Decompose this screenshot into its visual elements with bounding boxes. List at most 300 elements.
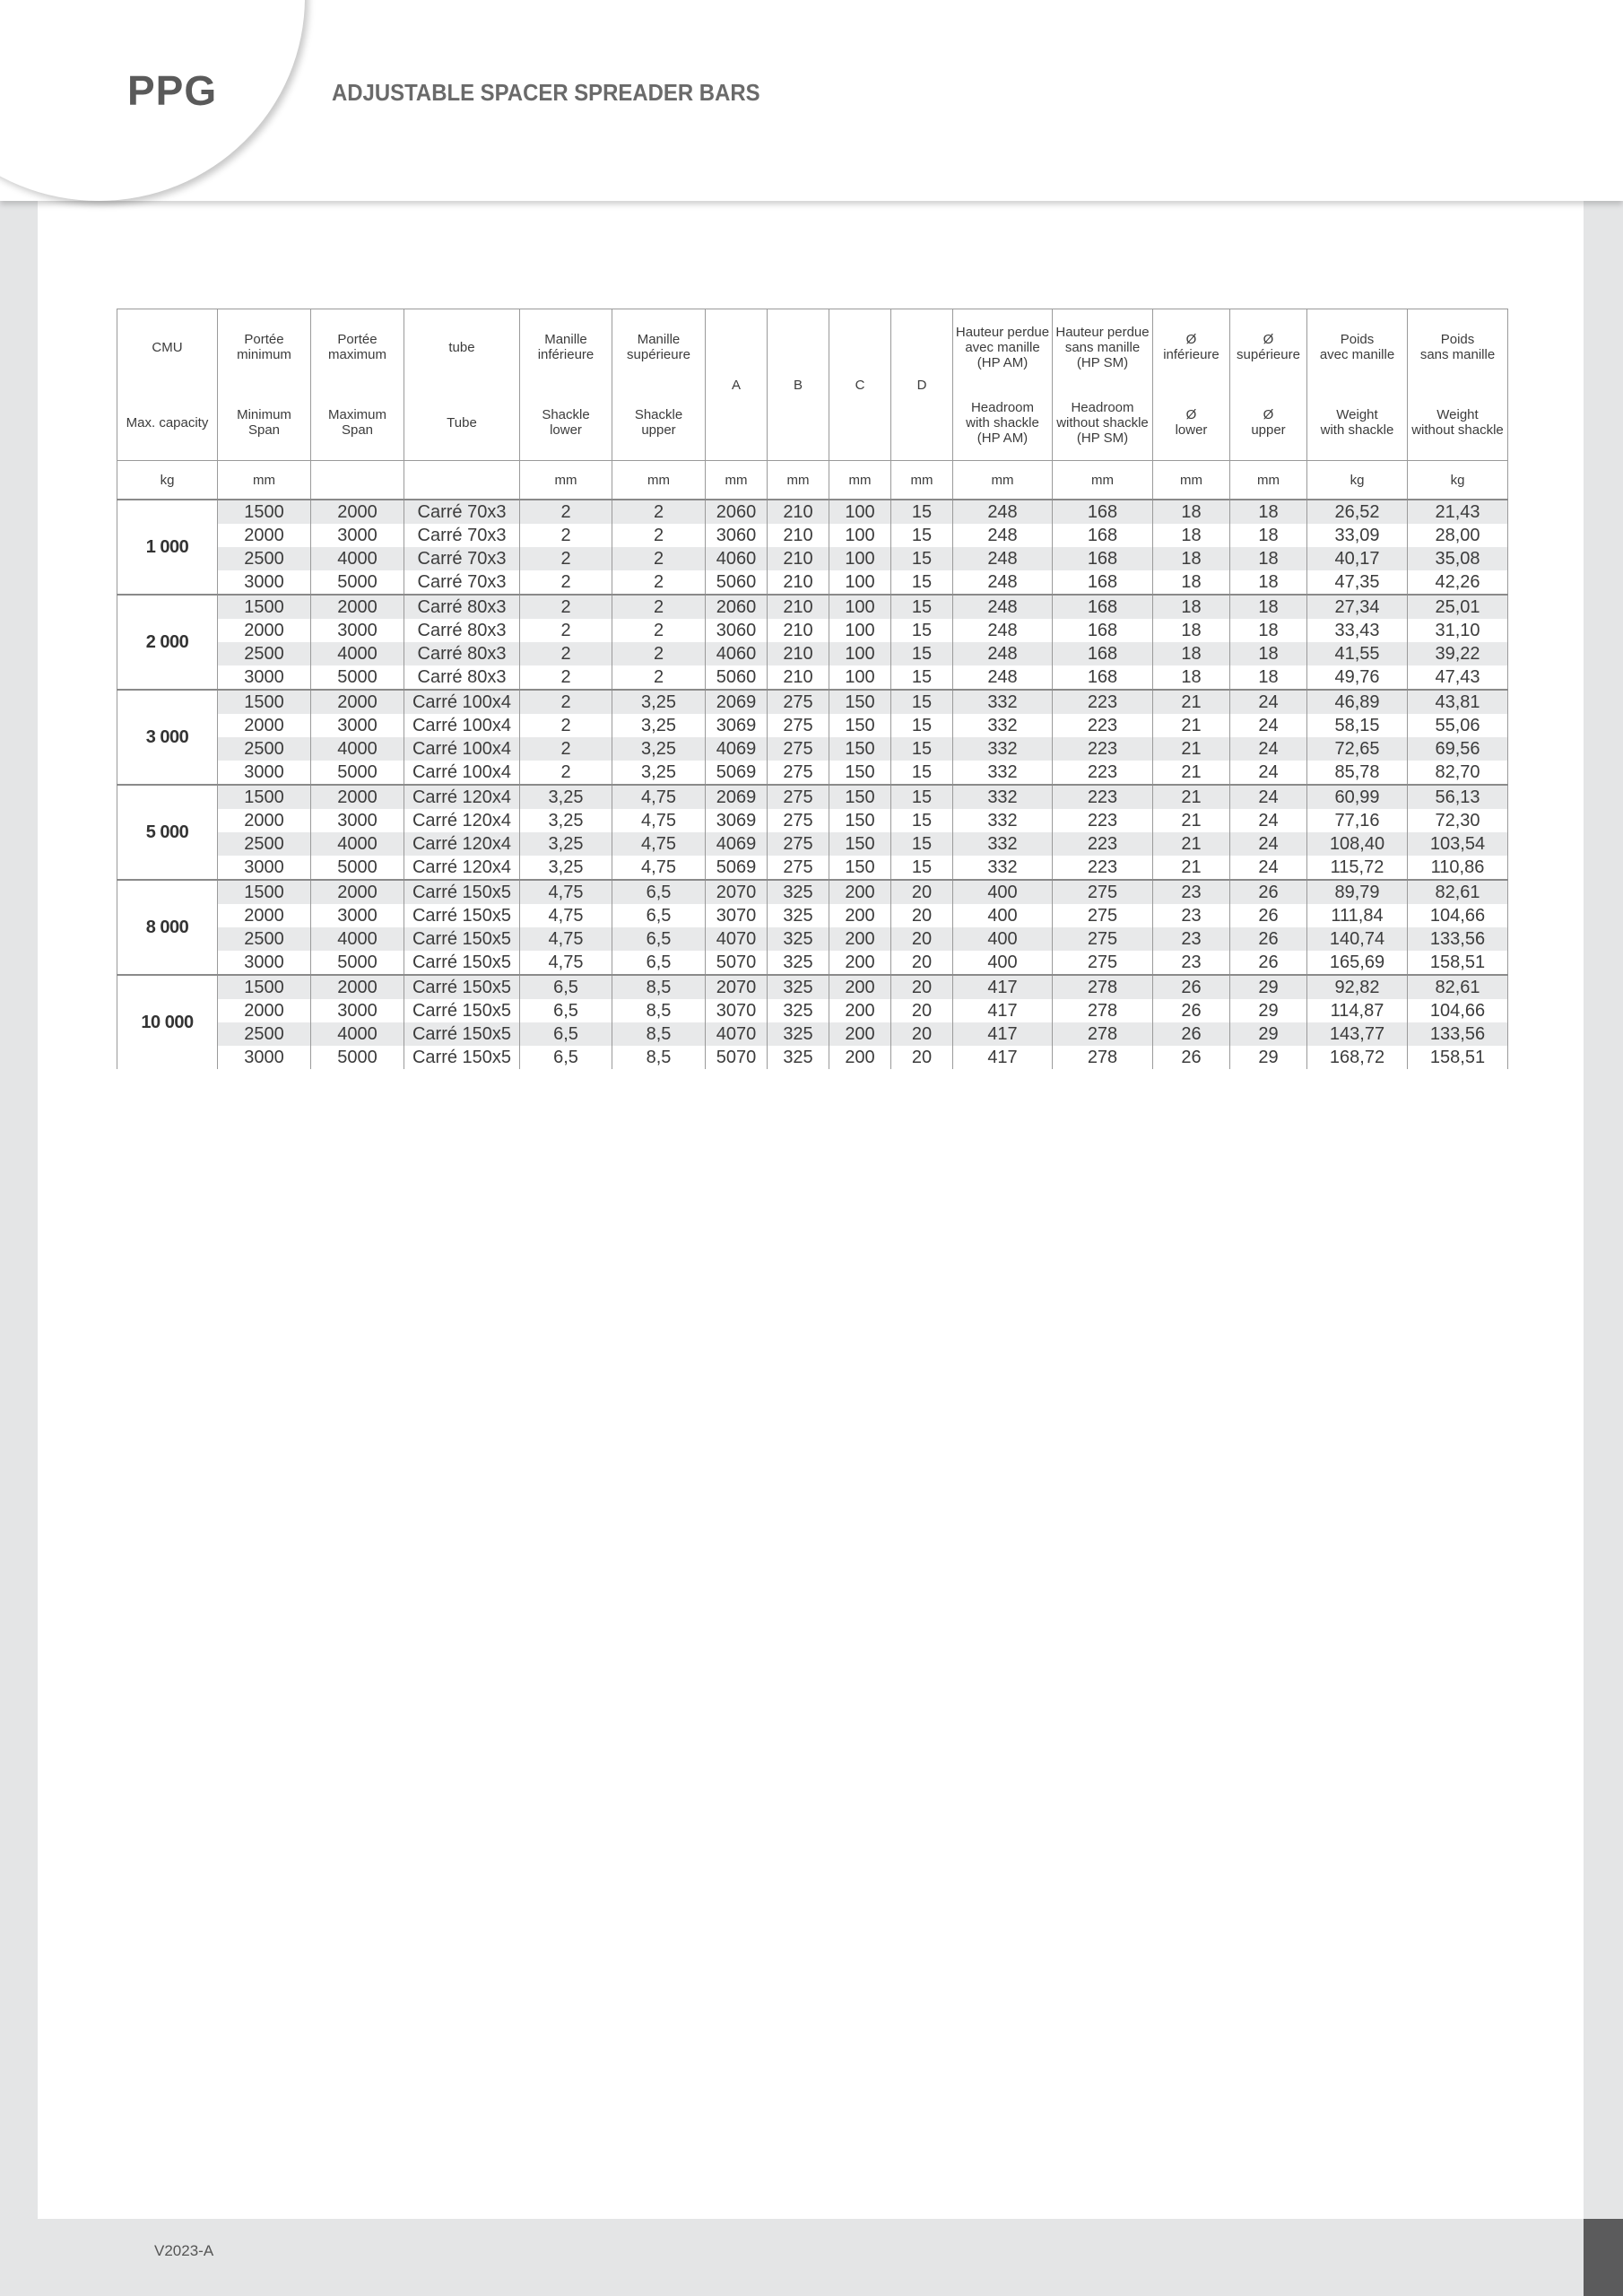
table-cell: 110,86 <box>1408 856 1508 880</box>
capacity-cell: 2 000 <box>117 595 218 690</box>
column-header <box>706 309 768 461</box>
table-cell: 29 <box>1230 999 1307 1022</box>
table-cell: 2 <box>520 690 612 714</box>
table-cell: 223 <box>1053 785 1153 809</box>
table-cell: 18 <box>1153 665 1230 690</box>
table-cell: Carré 100x4 <box>404 737 520 761</box>
table-cell: 100 <box>829 665 891 690</box>
column-header <box>612 309 706 461</box>
column-header <box>1307 309 1408 461</box>
table-cell: 3,25 <box>520 809 612 832</box>
table-cell: 278 <box>1053 999 1153 1022</box>
table-row <box>117 951 1508 975</box>
table-cell: 15 <box>891 500 953 524</box>
table-cell: 2000 <box>218 619 311 642</box>
table-cell: 332 <box>953 785 1053 809</box>
table-cell: 18 <box>1153 547 1230 570</box>
header-row <box>117 309 1508 461</box>
table-cell: 200 <box>829 975 891 999</box>
table-cell: 82,70 <box>1408 761 1508 785</box>
table-cell: 200 <box>829 999 891 1022</box>
side-accent-bar <box>1584 2219 1623 2296</box>
table-row <box>117 690 1508 714</box>
table-cell: 4069 <box>706 832 768 856</box>
table-cell: 42,26 <box>1408 570 1508 595</box>
table-cell: 150 <box>829 856 891 880</box>
table-cell: 18 <box>1230 500 1307 524</box>
table-cell: 278 <box>1053 1022 1153 1046</box>
table-cell: 20 <box>891 1022 953 1046</box>
table-cell: 104,66 <box>1408 999 1508 1022</box>
capacity-group <box>117 975 1508 1069</box>
table-cell: 2 <box>520 595 612 619</box>
table-row <box>117 856 1508 880</box>
table-cell: 21 <box>1153 785 1230 809</box>
capacity-cell: 1 000 <box>117 500 218 595</box>
table-cell: 18 <box>1230 570 1307 595</box>
table-cell: 31,10 <box>1408 619 1508 642</box>
table-cell: 89,79 <box>1307 880 1408 904</box>
capacity-group <box>117 500 1508 595</box>
table-cell: 18 <box>1153 570 1230 595</box>
table-cell: 29 <box>1230 1022 1307 1046</box>
column-header <box>520 309 612 461</box>
table-cell: 2 <box>612 547 706 570</box>
table-cell: 2 <box>520 665 612 690</box>
table-cell: 6,5 <box>520 1022 612 1046</box>
table-cell: Carré 70x3 <box>404 570 520 595</box>
table-cell: 5069 <box>706 856 768 880</box>
table-cell: 2500 <box>218 547 311 570</box>
table-cell: 158,51 <box>1408 1046 1508 1069</box>
table-cell: 18 <box>1230 595 1307 619</box>
column-header-fr: Manille supérieure <box>627 332 690 362</box>
table-cell: 248 <box>953 642 1053 665</box>
table-row <box>117 809 1508 832</box>
table-cell: 100 <box>829 619 891 642</box>
table-cell: 332 <box>953 809 1053 832</box>
table-cell: 2000 <box>311 785 404 809</box>
table-cell: Carré 80x3 <box>404 595 520 619</box>
table-row <box>117 500 1508 524</box>
table-cell: 150 <box>829 785 891 809</box>
table-cell: 6,5 <box>612 880 706 904</box>
table-cell: 5000 <box>311 1046 404 1069</box>
table-cell: 85,78 <box>1307 761 1408 785</box>
table-cell: 4,75 <box>520 904 612 927</box>
table-cell: 41,55 <box>1307 642 1408 665</box>
table-cell: 168 <box>1053 500 1153 524</box>
table-cell: 3,25 <box>612 714 706 737</box>
table-cell: 2 <box>612 500 706 524</box>
table-cell: 4000 <box>311 1022 404 1046</box>
table-row <box>117 642 1508 665</box>
table-cell: 2 <box>612 595 706 619</box>
table-cell: 29 <box>1230 1046 1307 1069</box>
table-cell: Carré 150x5 <box>404 975 520 999</box>
table-cell: 248 <box>953 570 1053 595</box>
table-cell: 29 <box>1230 975 1307 999</box>
table-row <box>117 665 1508 690</box>
table-cell: 223 <box>1053 809 1153 832</box>
table-cell: 43,81 <box>1408 690 1508 714</box>
table-cell: 275 <box>768 714 829 737</box>
table-cell: 24 <box>1230 714 1307 737</box>
table-cell: 143,77 <box>1307 1022 1408 1046</box>
table-cell: 3060 <box>706 619 768 642</box>
table-cell: 26 <box>1153 1046 1230 1069</box>
table-cell: 417 <box>953 999 1053 1022</box>
table-cell: Carré 80x3 <box>404 642 520 665</box>
table-cell: Carré 100x4 <box>404 690 520 714</box>
table-cell: 2060 <box>706 595 768 619</box>
table-cell: 200 <box>829 1022 891 1046</box>
table-cell: 158,51 <box>1408 951 1508 975</box>
table-cell: 210 <box>768 595 829 619</box>
table-cell: 21,43 <box>1408 500 1508 524</box>
table-cell: 20 <box>891 999 953 1022</box>
column-header-en: Shackle upper <box>634 407 683 438</box>
table-cell: Carré 70x3 <box>404 524 520 547</box>
table-cell: 3000 <box>311 904 404 927</box>
table-cell: 2500 <box>218 737 311 761</box>
table-cell: 100 <box>829 642 891 665</box>
table-cell: 4000 <box>311 737 404 761</box>
unit-cell: kg <box>1408 461 1508 500</box>
table-cell: 23 <box>1153 904 1230 927</box>
column-header-en: Headroom with shackle (HP AM) <box>966 399 1039 446</box>
table-cell: 21 <box>1153 809 1230 832</box>
table-cell: 3000 <box>218 951 311 975</box>
table-cell: 400 <box>953 951 1053 975</box>
column-header <box>1053 309 1153 461</box>
table-cell: Carré 150x5 <box>404 951 520 975</box>
column-header <box>117 309 218 461</box>
table-cell: 210 <box>768 547 829 570</box>
table-cell: 133,56 <box>1408 927 1508 951</box>
table-cell: 332 <box>953 737 1053 761</box>
table-cell: 2000 <box>218 809 311 832</box>
table-cell: 210 <box>768 570 829 595</box>
table-cell: 2070 <box>706 975 768 999</box>
table-cell: 5069 <box>706 761 768 785</box>
unit-cell: mm <box>953 461 1053 500</box>
table-row <box>117 1046 1508 1069</box>
table-cell: 18 <box>1230 642 1307 665</box>
table-cell: 248 <box>953 619 1053 642</box>
table-cell: 23 <box>1153 951 1230 975</box>
table-cell: 18 <box>1230 619 1307 642</box>
table-cell: 278 <box>1053 975 1153 999</box>
table-cell: 100 <box>829 595 891 619</box>
table-cell: 46,89 <box>1307 690 1408 714</box>
table-cell: 77,16 <box>1307 809 1408 832</box>
column-header <box>404 309 520 461</box>
table-cell: 4,75 <box>520 880 612 904</box>
table-row <box>117 904 1508 927</box>
table-cell: 5000 <box>311 570 404 595</box>
table-cell: 278 <box>1053 1046 1153 1069</box>
table-cell: 56,13 <box>1408 785 1508 809</box>
table-cell: 275 <box>768 761 829 785</box>
table-cell: 47,35 <box>1307 570 1408 595</box>
table-cell: 18 <box>1230 665 1307 690</box>
table-cell: 275 <box>1053 904 1153 927</box>
table-cell: 24 <box>1230 737 1307 761</box>
table-cell: 275 <box>768 737 829 761</box>
table-cell: 165,69 <box>1307 951 1408 975</box>
unit-cell: mm <box>1230 461 1307 500</box>
table-cell: 417 <box>953 975 1053 999</box>
table-cell: 3070 <box>706 999 768 1022</box>
table-row <box>117 880 1508 904</box>
column-header <box>311 309 404 461</box>
column-header <box>1153 309 1230 461</box>
table-cell: 2 <box>520 547 612 570</box>
table-cell: 18 <box>1153 500 1230 524</box>
table-row <box>117 737 1508 761</box>
table-cell: 2000 <box>311 595 404 619</box>
unit-cell: mm <box>829 461 891 500</box>
table-row <box>117 524 1508 547</box>
table-cell: 18 <box>1153 524 1230 547</box>
spec-table <box>117 309 1508 1069</box>
capacity-cell: 10 000 <box>117 975 218 1069</box>
table-cell: 2500 <box>218 1022 311 1046</box>
unit-cell: mm <box>218 461 311 500</box>
table-row <box>117 1022 1508 1046</box>
table-cell: Carré 120x4 <box>404 856 520 880</box>
table-cell: 2500 <box>218 832 311 856</box>
table-cell: 24 <box>1230 832 1307 856</box>
unit-cell: mm <box>891 461 953 500</box>
table-cell: 150 <box>829 690 891 714</box>
unit-cell <box>311 461 404 500</box>
table-cell: 332 <box>953 714 1053 737</box>
table-cell: 2000 <box>311 500 404 524</box>
table-cell: 325 <box>768 880 829 904</box>
table-cell: 69,56 <box>1408 737 1508 761</box>
table-cell: 3,25 <box>612 690 706 714</box>
table-cell: 150 <box>829 714 891 737</box>
table-cell: 223 <box>1053 737 1153 761</box>
table-cell: 332 <box>953 761 1053 785</box>
table-cell: 2070 <box>706 880 768 904</box>
table-cell: 115,72 <box>1307 856 1408 880</box>
table-cell: 15 <box>891 714 953 737</box>
table-cell: 400 <box>953 880 1053 904</box>
table-cell: 3000 <box>311 714 404 737</box>
table-cell: 210 <box>768 619 829 642</box>
table-cell: 6,5 <box>520 975 612 999</box>
table-cell: 24 <box>1230 785 1307 809</box>
table-cell: 21 <box>1153 856 1230 880</box>
column-header <box>829 309 891 461</box>
table-cell: 3000 <box>311 809 404 832</box>
table-cell: 40,17 <box>1307 547 1408 570</box>
table-cell: 2 <box>612 619 706 642</box>
capacity-cell: 5 000 <box>117 785 218 880</box>
table-cell: 8,5 <box>612 1046 706 1069</box>
table-cell: 210 <box>768 524 829 547</box>
table-cell: 4,75 <box>612 832 706 856</box>
column-header-fr: Hauteur perdue sans manille (HP SM) <box>1055 324 1150 370</box>
table-cell: 49,76 <box>1307 665 1408 690</box>
table-cell: 20 <box>891 904 953 927</box>
table-cell: 27,34 <box>1307 595 1408 619</box>
table-cell: 417 <box>953 1046 1053 1069</box>
table-cell: 8,5 <box>612 1022 706 1046</box>
table-cell: 1500 <box>218 690 311 714</box>
column-header-label: D <box>916 377 927 393</box>
table-cell: 332 <box>953 832 1053 856</box>
capacity-cell: 8 000 <box>117 880 218 975</box>
table-cell: 325 <box>768 927 829 951</box>
table-cell: 3000 <box>218 856 311 880</box>
table-cell: 2 <box>612 665 706 690</box>
table-cell: 223 <box>1053 761 1153 785</box>
table-cell: 4,75 <box>612 809 706 832</box>
table-header <box>117 309 1508 500</box>
table-cell: 223 <box>1053 690 1153 714</box>
table-cell: Carré 120x4 <box>404 785 520 809</box>
column-header-fr: Portée minimum <box>237 332 291 362</box>
table-cell: 21 <box>1153 714 1230 737</box>
column-header-fr: Ø inférieure <box>1163 332 1219 362</box>
table-cell: Carré 70x3 <box>404 547 520 570</box>
table-row <box>117 761 1508 785</box>
table-cell: 20 <box>891 975 953 999</box>
table-cell: 168 <box>1053 619 1153 642</box>
table-cell: 3070 <box>706 904 768 927</box>
table-cell: 200 <box>829 1046 891 1069</box>
table-cell: 275 <box>1053 927 1153 951</box>
table-cell: 26 <box>1153 1022 1230 1046</box>
table-cell: 15 <box>891 619 953 642</box>
table-cell: 3,25 <box>612 737 706 761</box>
table-cell: 23 <box>1153 880 1230 904</box>
table-cell: 150 <box>829 832 891 856</box>
table-cell: 2 <box>520 570 612 595</box>
table-cell: 3,25 <box>520 832 612 856</box>
column-header-fr: Ø supérieure <box>1237 332 1300 362</box>
column-header-en: Weight without shackle <box>1411 407 1504 438</box>
column-header-en: Headroom without shackle (HP SM) <box>1056 399 1149 446</box>
table-row <box>117 975 1508 999</box>
table-cell: 47,43 <box>1408 665 1508 690</box>
table-cell: 2 <box>612 524 706 547</box>
table-row <box>117 927 1508 951</box>
table-row <box>117 619 1508 642</box>
table-cell: 332 <box>953 690 1053 714</box>
table-cell: 18 <box>1230 524 1307 547</box>
table-cell: 15 <box>891 761 953 785</box>
table-cell: 150 <box>829 809 891 832</box>
table-cell: 21 <box>1153 832 1230 856</box>
table-cell: 100 <box>829 524 891 547</box>
table-cell: 2 <box>520 500 612 524</box>
table-cell: 23 <box>1153 927 1230 951</box>
table-cell: 20 <box>891 1046 953 1069</box>
table-cell: 200 <box>829 880 891 904</box>
table-cell: 92,82 <box>1307 975 1408 999</box>
table-cell: 3000 <box>218 665 311 690</box>
table-row <box>117 714 1508 737</box>
table-cell: 2000 <box>218 524 311 547</box>
table-cell: 2 <box>520 619 612 642</box>
unit-cell: mm <box>612 461 706 500</box>
column-header-en: Shackle lower <box>542 407 590 438</box>
table-cell: 168 <box>1053 547 1153 570</box>
table-cell: 275 <box>1053 880 1153 904</box>
table-cell: 8,5 <box>612 975 706 999</box>
table-cell: Carré 100x4 <box>404 714 520 737</box>
column-header-fr: Poids sans manille <box>1419 332 1496 362</box>
table-cell: 21 <box>1153 761 1230 785</box>
table-cell: Carré 120x4 <box>404 809 520 832</box>
unit-cell: mm <box>520 461 612 500</box>
table-cell: 2500 <box>218 642 311 665</box>
table-cell: 21 <box>1153 690 1230 714</box>
table-cell: 2000 <box>311 690 404 714</box>
table-cell: 104,66 <box>1408 904 1508 927</box>
column-header-en: Ø lower <box>1175 407 1208 438</box>
table-cell: 100 <box>829 570 891 595</box>
table-cell: 60,99 <box>1307 785 1408 809</box>
table-cell: 26 <box>1153 999 1230 1022</box>
table-cell: 6,5 <box>612 927 706 951</box>
table-cell: 5000 <box>311 951 404 975</box>
table-cell: Carré 70x3 <box>404 500 520 524</box>
table-cell: 15 <box>891 785 953 809</box>
table-cell: 210 <box>768 642 829 665</box>
table-cell: 325 <box>768 975 829 999</box>
column-header-label: B <box>793 377 803 393</box>
table-cell: 3069 <box>706 714 768 737</box>
table-cell: 275 <box>1053 951 1153 975</box>
table-cell: 55,06 <box>1408 714 1508 737</box>
table-cell: 4,75 <box>612 856 706 880</box>
table-cell: 15 <box>891 524 953 547</box>
table-cell: 5070 <box>706 951 768 975</box>
table-row <box>117 785 1508 809</box>
table-cell: 3000 <box>311 999 404 1022</box>
table-row <box>117 547 1508 570</box>
table-cell: 3000 <box>218 570 311 595</box>
table-cell: 15 <box>891 595 953 619</box>
column-header-label: A <box>731 377 741 393</box>
table-cell: 15 <box>891 547 953 570</box>
table-cell: 21 <box>1153 737 1230 761</box>
units-row <box>117 461 1508 500</box>
table-cell: 24 <box>1230 809 1307 832</box>
table-cell: Carré 80x3 <box>404 619 520 642</box>
table-cell: 3060 <box>706 524 768 547</box>
table-cell: 2069 <box>706 690 768 714</box>
column-header-fr: Hauteur perdue avec manille (HP AM) <box>955 324 1050 370</box>
table-cell: 33,09 <box>1307 524 1408 547</box>
table-cell: 6,5 <box>520 999 612 1022</box>
table-cell: 26 <box>1153 975 1230 999</box>
table-cell: 82,61 <box>1408 975 1508 999</box>
table-cell: 248 <box>953 595 1053 619</box>
table-cell: 2 <box>520 714 612 737</box>
table-cell: 2 <box>612 570 706 595</box>
table-cell: Carré 150x5 <box>404 904 520 927</box>
table-cell: 2000 <box>218 714 311 737</box>
table-cell: 15 <box>891 642 953 665</box>
column-header-en: Minimum Span <box>237 407 291 438</box>
